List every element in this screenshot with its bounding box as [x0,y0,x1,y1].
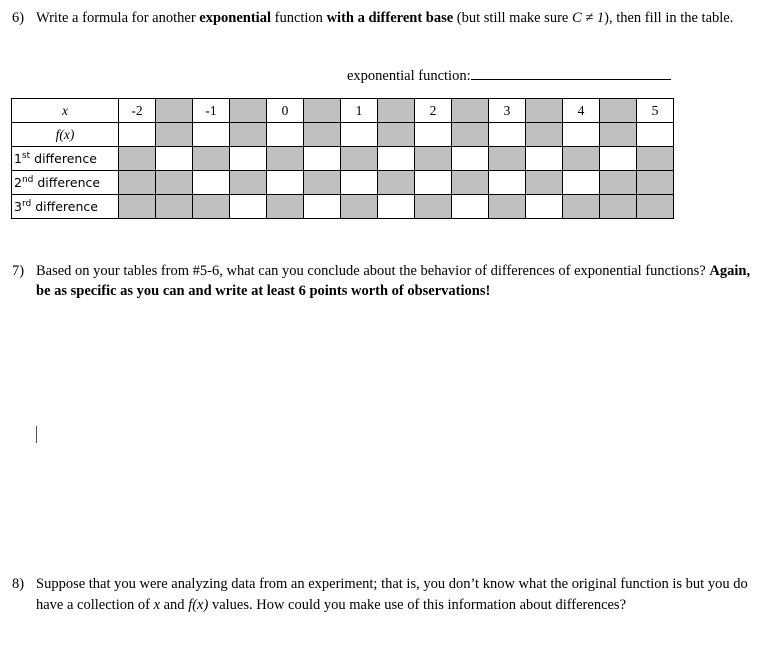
x-header: x [12,99,119,123]
shaded-cell [230,123,267,147]
question-number: 7) [12,263,25,279]
shaded-cell [637,171,674,195]
question-6 [12,8,757,28]
shaded-cell [415,147,452,171]
exponential-function-field [347,65,671,85]
math-expression: C ≠ 1 [571,10,605,26]
first-difference-label: 1st difference [12,147,119,171]
question-number: 6) [12,10,25,26]
text-segment: Based on your tables from #5-6, what can you conclude about the behavior of differences of exponential functions? [36,263,710,279]
input-cell[interactable] [267,171,304,195]
shaded-cell [600,195,637,219]
fx-header: f(x) [12,123,119,147]
shaded-cell [304,171,341,195]
shaded-cell [600,123,637,147]
shaded-cell [156,171,193,195]
input-cell[interactable] [600,147,637,171]
shaded-cell [489,147,526,171]
input-cell[interactable] [415,171,452,195]
shaded-cell [489,195,526,219]
input-cell[interactable] [489,123,526,147]
input-cell[interactable] [526,147,563,171]
question-text [36,261,757,301]
shaded-cell [415,195,452,219]
input-cell[interactable] [304,147,341,171]
input-cell[interactable] [378,147,415,171]
third-difference-label: 3rd difference [12,195,119,219]
shaded-cell [193,147,230,171]
input-cell[interactable] [526,195,563,219]
shaded-cell [267,147,304,171]
answer-blank[interactable] [471,65,671,80]
shaded-cell [119,147,156,171]
question-text [36,574,762,616]
x-cell: 0 [267,99,304,123]
question-7 [12,261,757,301]
shaded-cell [378,99,415,123]
x-row [12,99,674,123]
math-expression: f(x) [188,597,209,613]
x-cell: 3 [489,99,526,123]
input-cell[interactable] [230,195,267,219]
x-cell: 2 [415,99,452,123]
shaded-cell [526,99,563,123]
question-text [36,8,757,28]
shaded-cell [230,99,267,123]
x-cell: -2 [119,99,156,123]
shaded-cell [637,195,674,219]
x-cell: 1 [341,99,378,123]
input-cell[interactable] [452,195,489,219]
shaded-cell [341,195,378,219]
field-label: exponential function: [347,68,471,84]
shaded-cell [452,171,489,195]
shaded-cell [378,123,415,147]
shaded-cell [193,195,230,219]
third-difference-row [12,195,674,219]
bold-segment: Again, be as specific as you can and write at least 6 points worth of observations! [36,263,751,299]
shaded-cell [156,99,193,123]
input-cell[interactable] [637,123,674,147]
fx-row [12,123,674,147]
difference-table [11,98,674,219]
input-cell[interactable] [489,171,526,195]
shaded-cell [304,123,341,147]
second-difference-row [12,171,674,195]
text-segment: Suppose that you were analyzing data from an experiment; that is, you don’t know what the original function is but you do have a collection of [36,576,748,613]
shaded-cell [526,123,563,147]
shaded-cell [563,195,600,219]
first-difference-row [12,147,674,171]
input-cell[interactable] [156,147,193,171]
input-cell[interactable] [415,123,452,147]
bold-segment: with a different base [326,10,454,26]
input-cell[interactable] [230,147,267,171]
shaded-cell [267,195,304,219]
x-cell: 5 [637,99,674,123]
input-cell[interactable] [378,195,415,219]
text-segment: ), then fill in the table. [604,10,734,26]
shaded-cell [600,171,637,195]
shaded-cell [378,171,415,195]
bold-segment: exponential [199,10,271,26]
shaded-cell [119,195,156,219]
question-number: 8) [12,576,25,592]
shaded-cell [156,195,193,219]
math-variable: x [153,597,160,613]
second-difference-label: 2nd difference [12,171,119,195]
x-cell: -1 [193,99,230,123]
input-cell[interactable] [563,123,600,147]
input-cell[interactable] [193,171,230,195]
text-segment: values. How could you make use of this information about differences? [208,597,627,613]
text-segment: and [160,597,189,613]
shaded-cell [637,147,674,171]
input-cell[interactable] [341,171,378,195]
shaded-cell [119,171,156,195]
shaded-cell [600,99,637,123]
x-cell: 4 [563,99,600,123]
text-segment: function [270,10,327,26]
shaded-cell [230,171,267,195]
input-cell[interactable] [193,123,230,147]
input-cell[interactable] [452,147,489,171]
shaded-cell [452,99,489,123]
input-cell[interactable] [341,123,378,147]
shaded-cell [452,123,489,147]
text-segment: (but still make sure [453,10,572,26]
question-8 [12,574,762,616]
input-cell[interactable] [563,171,600,195]
shaded-cell [156,123,193,147]
input-cell[interactable] [267,123,304,147]
input-cell[interactable] [304,195,341,219]
input-cell[interactable] [119,123,156,147]
shaded-cell [341,147,378,171]
shaded-cell [563,147,600,171]
text-cursor [36,426,37,443]
text-segment: Write a formula for another [36,10,200,26]
shaded-cell [526,171,563,195]
shaded-cell [304,99,341,123]
